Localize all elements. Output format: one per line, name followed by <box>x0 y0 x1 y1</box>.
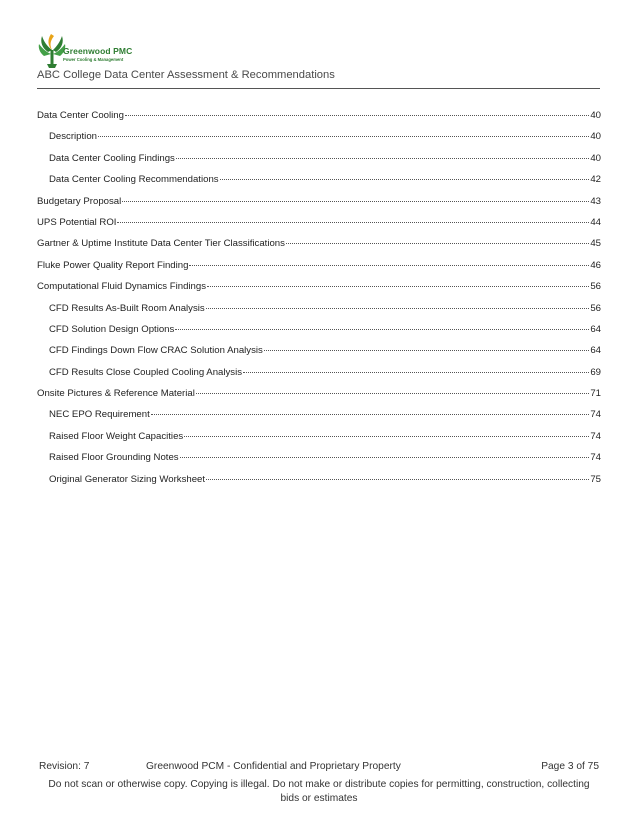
dot-leader <box>151 414 590 415</box>
table-of-contents <box>37 110 601 495</box>
dot-leader <box>117 222 589 223</box>
toc-entry-title: Gartner & Uptime Institute Data Center Tier Classifications <box>37 238 285 250</box>
toc-entry[interactable] <box>37 153 601 174</box>
toc-entry-page: 43 <box>590 195 601 207</box>
toc-entry-page: 74 <box>590 452 601 464</box>
dot-leader <box>125 115 589 116</box>
toc-entry[interactable] <box>37 388 601 409</box>
toc-entry-title: CFD Results Close Coupled Cooling Analysis <box>49 366 243 378</box>
toc-entry-page: 56 <box>590 281 601 293</box>
page-number: Page 3 of 75 <box>541 761 599 772</box>
dot-leader <box>184 436 589 437</box>
toc-entry[interactable] <box>37 303 601 324</box>
logo-tagline: Power Cooling & Management <box>63 57 124 62</box>
toc-entry[interactable] <box>37 345 601 366</box>
toc-entry-page: 46 <box>590 259 601 271</box>
toc-entry-page: 40 <box>590 152 601 164</box>
toc-entry-page: 74 <box>590 430 601 442</box>
dot-leader <box>264 350 590 351</box>
toc-entry-page: 75 <box>590 473 601 485</box>
toc-entry[interactable] <box>37 196 601 217</box>
toc-entry-title: CFD Findings Down Flow CRAC Solution Analysis <box>49 345 263 357</box>
toc-entry[interactable] <box>37 281 601 302</box>
dot-leader <box>243 372 589 373</box>
toc-entry[interactable] <box>37 452 601 473</box>
toc-entry-page: 64 <box>590 323 601 335</box>
dot-leader <box>206 479 589 480</box>
toc-entry-title: CFD Results As-Built Room Analysis <box>49 302 205 314</box>
toc-entry-page: 64 <box>590 345 601 357</box>
copy-restriction-notice: Do not scan or otherwise copy. Copying is illegal. Do not make or distribute copies for permitting, construction, collecting bids or estimates <box>48 779 590 804</box>
toc-entry-title: Budgetary Proposal <box>37 195 122 207</box>
dot-leader <box>220 179 590 180</box>
toc-entry[interactable] <box>37 409 601 430</box>
toc-entry-title: Description <box>49 131 97 143</box>
toc-entry[interactable] <box>37 324 601 345</box>
toc-entry-page: 44 <box>590 216 601 228</box>
dot-leader <box>180 457 590 458</box>
toc-entry-title: Original Generator Sizing Worksheet <box>49 473 206 485</box>
toc-entry[interactable] <box>37 367 601 388</box>
toc-entry-title: Raised Floor Grounding Notes <box>49 452 179 464</box>
toc-entry[interactable] <box>37 260 601 281</box>
dot-leader <box>189 265 589 266</box>
dot-leader <box>175 329 589 330</box>
header-divider <box>37 88 600 89</box>
page-footer <box>37 761 601 806</box>
dot-leader <box>207 286 589 287</box>
toc-entry-page: 45 <box>590 238 601 250</box>
logo-wordmark: Greenwood PMC <box>63 46 133 56</box>
toc-entry[interactable] <box>37 131 601 152</box>
toc-entry-title: Data Center Cooling <box>37 110 124 121</box>
toc-entry-title: Computational Fluid Dynamics Findings <box>37 281 207 293</box>
toc-entry-title: UPS Potential ROI <box>37 216 117 228</box>
toc-entry-title: Raised Floor Weight Capacities <box>49 430 184 442</box>
dot-leader <box>176 158 589 159</box>
toc-entry-title: Data Center Cooling Recommendations <box>49 174 219 186</box>
dot-leader <box>122 201 589 202</box>
toc-entry[interactable] <box>37 431 601 452</box>
toc-entry-title: Fluke Power Quality Report Finding <box>37 259 189 271</box>
toc-entry-title: Onsite Pictures & Reference Material <box>37 388 195 400</box>
toc-entry-page: 56 <box>590 302 601 314</box>
toc-entry-page: 74 <box>590 409 601 421</box>
toc-entry[interactable] <box>37 110 601 131</box>
document-title: ABC College Data Center Assessment & Recommendations <box>37 69 335 81</box>
dot-leader <box>206 308 590 309</box>
toc-entry-page: 42 <box>590 174 601 186</box>
toc-entry-page: 71 <box>590 388 601 400</box>
toc-entry-page: 40 <box>590 110 601 121</box>
revision-label: Revision: 7 <box>39 761 90 772</box>
toc-entry[interactable] <box>37 474 601 495</box>
toc-entry[interactable] <box>37 217 601 238</box>
toc-entry[interactable] <box>37 174 601 195</box>
toc-entry-page: 69 <box>590 366 601 378</box>
toc-entry[interactable] <box>37 238 601 259</box>
dot-leader <box>286 243 589 244</box>
toc-entry-title: CFD Solution Design Options <box>49 323 175 335</box>
confidential-notice: Greenwood PCM - Confidential and Proprietary Property <box>146 761 401 772</box>
toc-entry-page: 40 <box>590 131 601 143</box>
toc-entry-title: Data Center Cooling Findings <box>49 152 175 164</box>
dot-leader <box>196 393 589 394</box>
toc-entry-title: NEC EPO Requirement <box>49 409 150 421</box>
dot-leader <box>98 136 589 137</box>
